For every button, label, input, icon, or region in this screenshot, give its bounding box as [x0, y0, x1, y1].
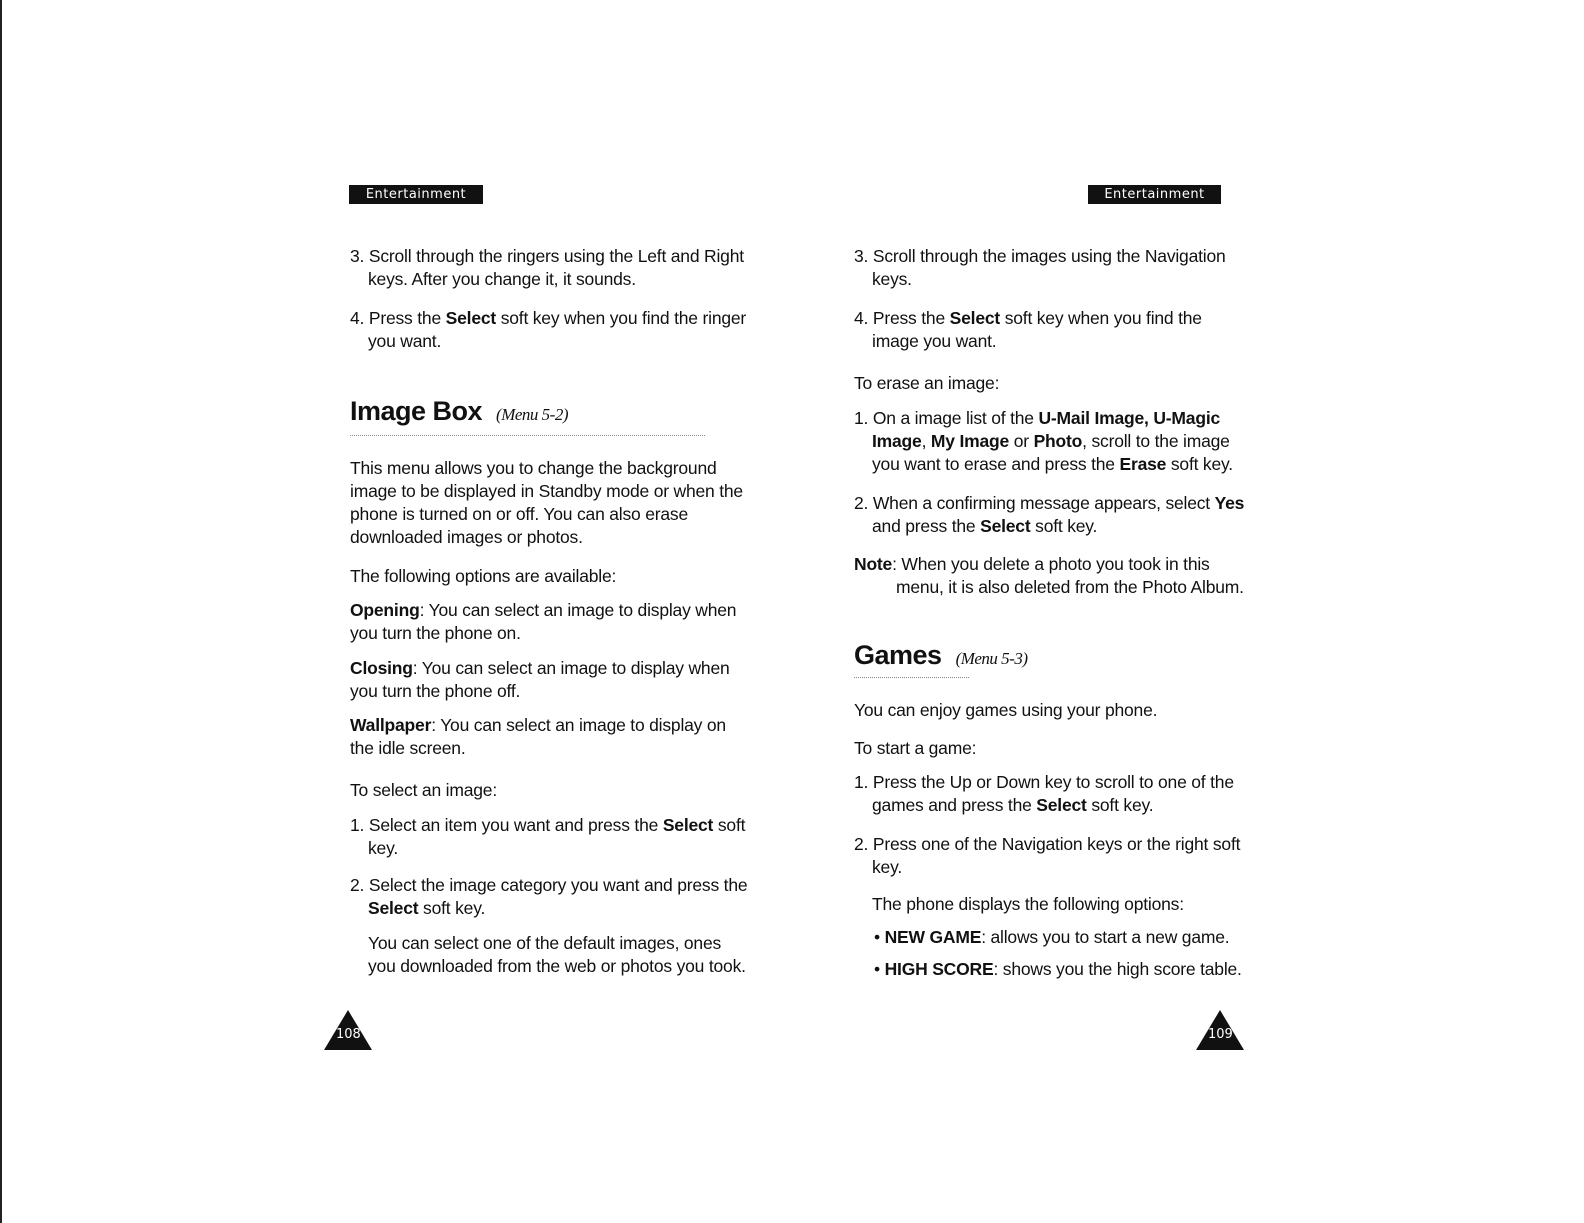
right-step-4-cont: image you want.	[872, 331, 997, 351]
select-note-cont: you downloaded from the web or photos you took.	[368, 956, 746, 976]
left-step-4-cont: you want.	[368, 331, 442, 351]
display-intro: The phone displays the following options:	[872, 894, 1184, 914]
erase-intro: To erase an image:	[854, 373, 1000, 393]
right-step-3: 3. Scroll through the images using the Navigation	[854, 246, 1226, 266]
right-page-number-marker	[1196, 1010, 1244, 1050]
section-divider	[854, 677, 969, 678]
select-step-1-cont: key.	[368, 838, 398, 858]
erase-step-2-cont: and press the Select soft key.	[872, 516, 1098, 536]
bullet-icon: •	[874, 927, 885, 947]
right-step-3-cont: keys.	[872, 269, 912, 289]
select-step-2-cont: Select soft key.	[368, 898, 486, 918]
select-note: You can select one of the default images, ones	[368, 933, 722, 953]
right-step-4: 4. Press the Select soft key when you find the	[854, 308, 1202, 328]
game-step-1-cont: games and press the Select soft key.	[872, 795, 1154, 815]
left-step-4: 4. Press the Select soft key when you find the ringer	[350, 308, 747, 328]
left-step-3: 3. Scroll through the ringers using the Left and Right	[350, 246, 744, 266]
bullet-icon: •	[874, 959, 885, 979]
intro-line: image to be displayed in Standby mode or when the	[350, 481, 743, 501]
select-step-1: 1. Select an item you want and press the Select soft	[350, 815, 746, 835]
image-box-title: Image Box (Menu 5-2)	[350, 396, 568, 426]
right-page-number: 109	[1208, 1027, 1233, 1042]
game-step-2: 2. Press one of the Navigation keys or the right soft	[854, 834, 1241, 854]
left-page-number-marker	[324, 1010, 372, 1050]
game-step-2-cont: key.	[872, 857, 902, 877]
right-header-tab: Entertainment	[1088, 185, 1221, 204]
erase-step-2: 2. When a confirming message appears, select Yes	[854, 493, 1245, 513]
start-intro: To start a game:	[854, 738, 977, 758]
erase-step-1-line2: Image, My Image or Photo, scroll to the image	[872, 431, 1230, 451]
note-cont: menu, it is also deleted from the Photo Album.	[896, 577, 1244, 597]
erase-step-1-line3: you want to erase and press the Erase soft key.	[872, 454, 1233, 474]
wallpaper-option-cont: the idle screen.	[350, 738, 466, 758]
games-title: Games (Menu 5-3)	[854, 640, 1028, 670]
game-step-1: 1. Press the Up or Down key to scroll to one of the	[854, 772, 1234, 792]
intro-line: downloaded images or photos.	[350, 527, 583, 547]
left-step-3-cont: keys. After you change it, it sounds.	[368, 269, 636, 289]
left-header-tab: Entertainment	[349, 185, 483, 204]
bullet-high-score: • HIGH SCORE: shows you the high score table.	[874, 959, 1242, 979]
left-page-number: 108	[336, 1027, 361, 1042]
erase-step-1: 1. On a image list of the U-Mail Image, U-Magic	[854, 408, 1221, 428]
note: Note: When you delete a photo you took in this	[854, 554, 1210, 574]
bullet-new-game: • NEW GAME: allows you to start a new game.	[874, 927, 1230, 947]
intro-line: This menu allows you to change the background	[350, 458, 717, 478]
select-intro: To select an image:	[350, 780, 497, 800]
options-intro: The following options are available:	[350, 566, 617, 586]
opening-option-cont: you turn the phone on.	[350, 623, 521, 643]
closing-option: Closing: You can select an image to display when	[350, 658, 730, 678]
opening-option: Opening: You can select an image to display when	[350, 600, 737, 620]
closing-option-cont: you turn the phone off.	[350, 681, 521, 701]
wallpaper-option: Wallpaper: You can select an image to display on	[350, 715, 726, 735]
intro-line: phone is turned on or off. You can also erase	[350, 504, 689, 524]
games-intro: You can enjoy games using your phone.	[854, 700, 1158, 720]
section-divider	[350, 435, 705, 436]
page-edge-line	[0, 0, 2, 1223]
select-step-2: 2. Select the image category you want and press the	[350, 875, 748, 895]
